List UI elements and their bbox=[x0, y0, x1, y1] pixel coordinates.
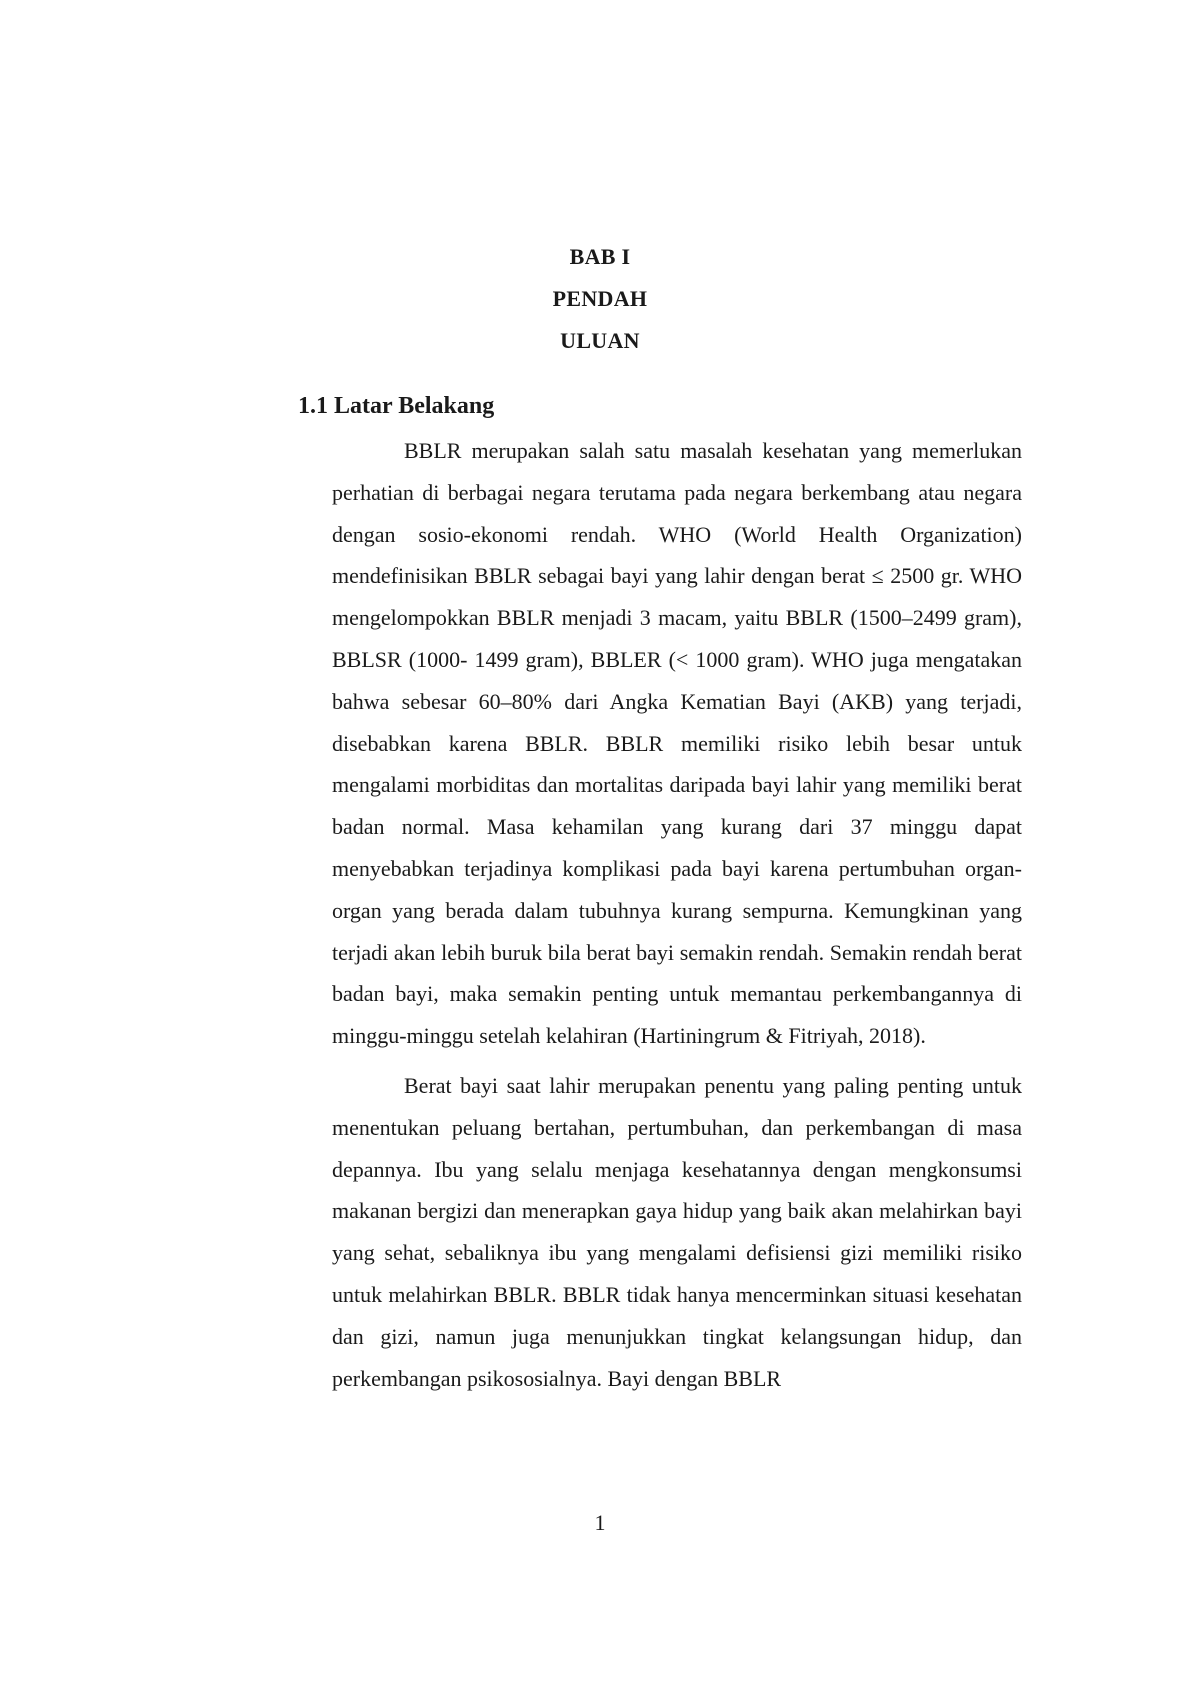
section-title: 1.1 Latar Belakang bbox=[298, 393, 495, 419]
paragraph-2: Berat bayi saat lahir merupakan penentu yang paling penting untuk menentukan peluang bertahan, pertumbuhan, dan perkembangan di masa depannya. Ibu yang selalu menjaga kesehatannya dengan mengkonsumsi makanan bergizi dan menerapkan gaya hidup yang baik akan melahirkan bayi yang sehat, sebaliknya ibu yang mengalami defisiensi gizi memiliki risiko untuk melahirkan BBLR. BBLR tidak hanya mencerminkan situasi kesehatan dan gizi, namun juga menunjukkan tingkat kelangsungan hidup, dan perkembangan psikososialnya. Bayi dengan BBLR bbox=[332, 1072, 1022, 1391]
paragraph-1: BBLR merupakan salah satu masalah kesehatan yang memerlukan perhatian di berbagai negara terutama pada negara berkembang atau negara dengan sosio-ekonomi rendah. WHO (World Health Organization) mendefinisikan BBLR sebagai bayi yang lahir dengan berat ≤ 2500 gr. WHO mengelompokkan BBLR menjadi 3 macam, yaitu BBLR (1500–2499 gram), BBLSR (1000- 1499 gram), BBLER (< 1000 gram). WHO juga mengatakan bahwa sebesar 60–80% dari Angka Kematian Bayi (AKB) yang terjadi, disebabkan karena BBLR. BBLR memiliki risiko lebih besar untuk mengalami morbiditas dan mortalitas daripada bayi lahir yang memiliki berat badan normal. Masa kehamilan yang kurang dari 37 minggu dapat menyebabkan terjadinya komplikasi pada bayi karena pertumbuhan organ- organ yang berada dalam tubuhnya kurang sempurna. Kemungkinan yang terjadi akan lebih buruk bila berat bayi semakin rendah. Semakin rendah berat badan bayi, maka semakin penting untuk memantau perkembangannya di minggu-minggu setelah kelahiran (Hartiningrum & Fitriyah, 2018). bbox=[332, 438, 1022, 1049]
chapter-heading bbox=[0, 236, 1200, 362]
chapter-label: BAB I bbox=[569, 244, 631, 269]
body-text bbox=[332, 430, 1022, 1407]
chapter-title-line-2: ULUAN bbox=[560, 328, 640, 353]
page-number: 1 bbox=[594, 1510, 606, 1535]
chapter-title-line-1: PENDAH bbox=[552, 286, 648, 311]
